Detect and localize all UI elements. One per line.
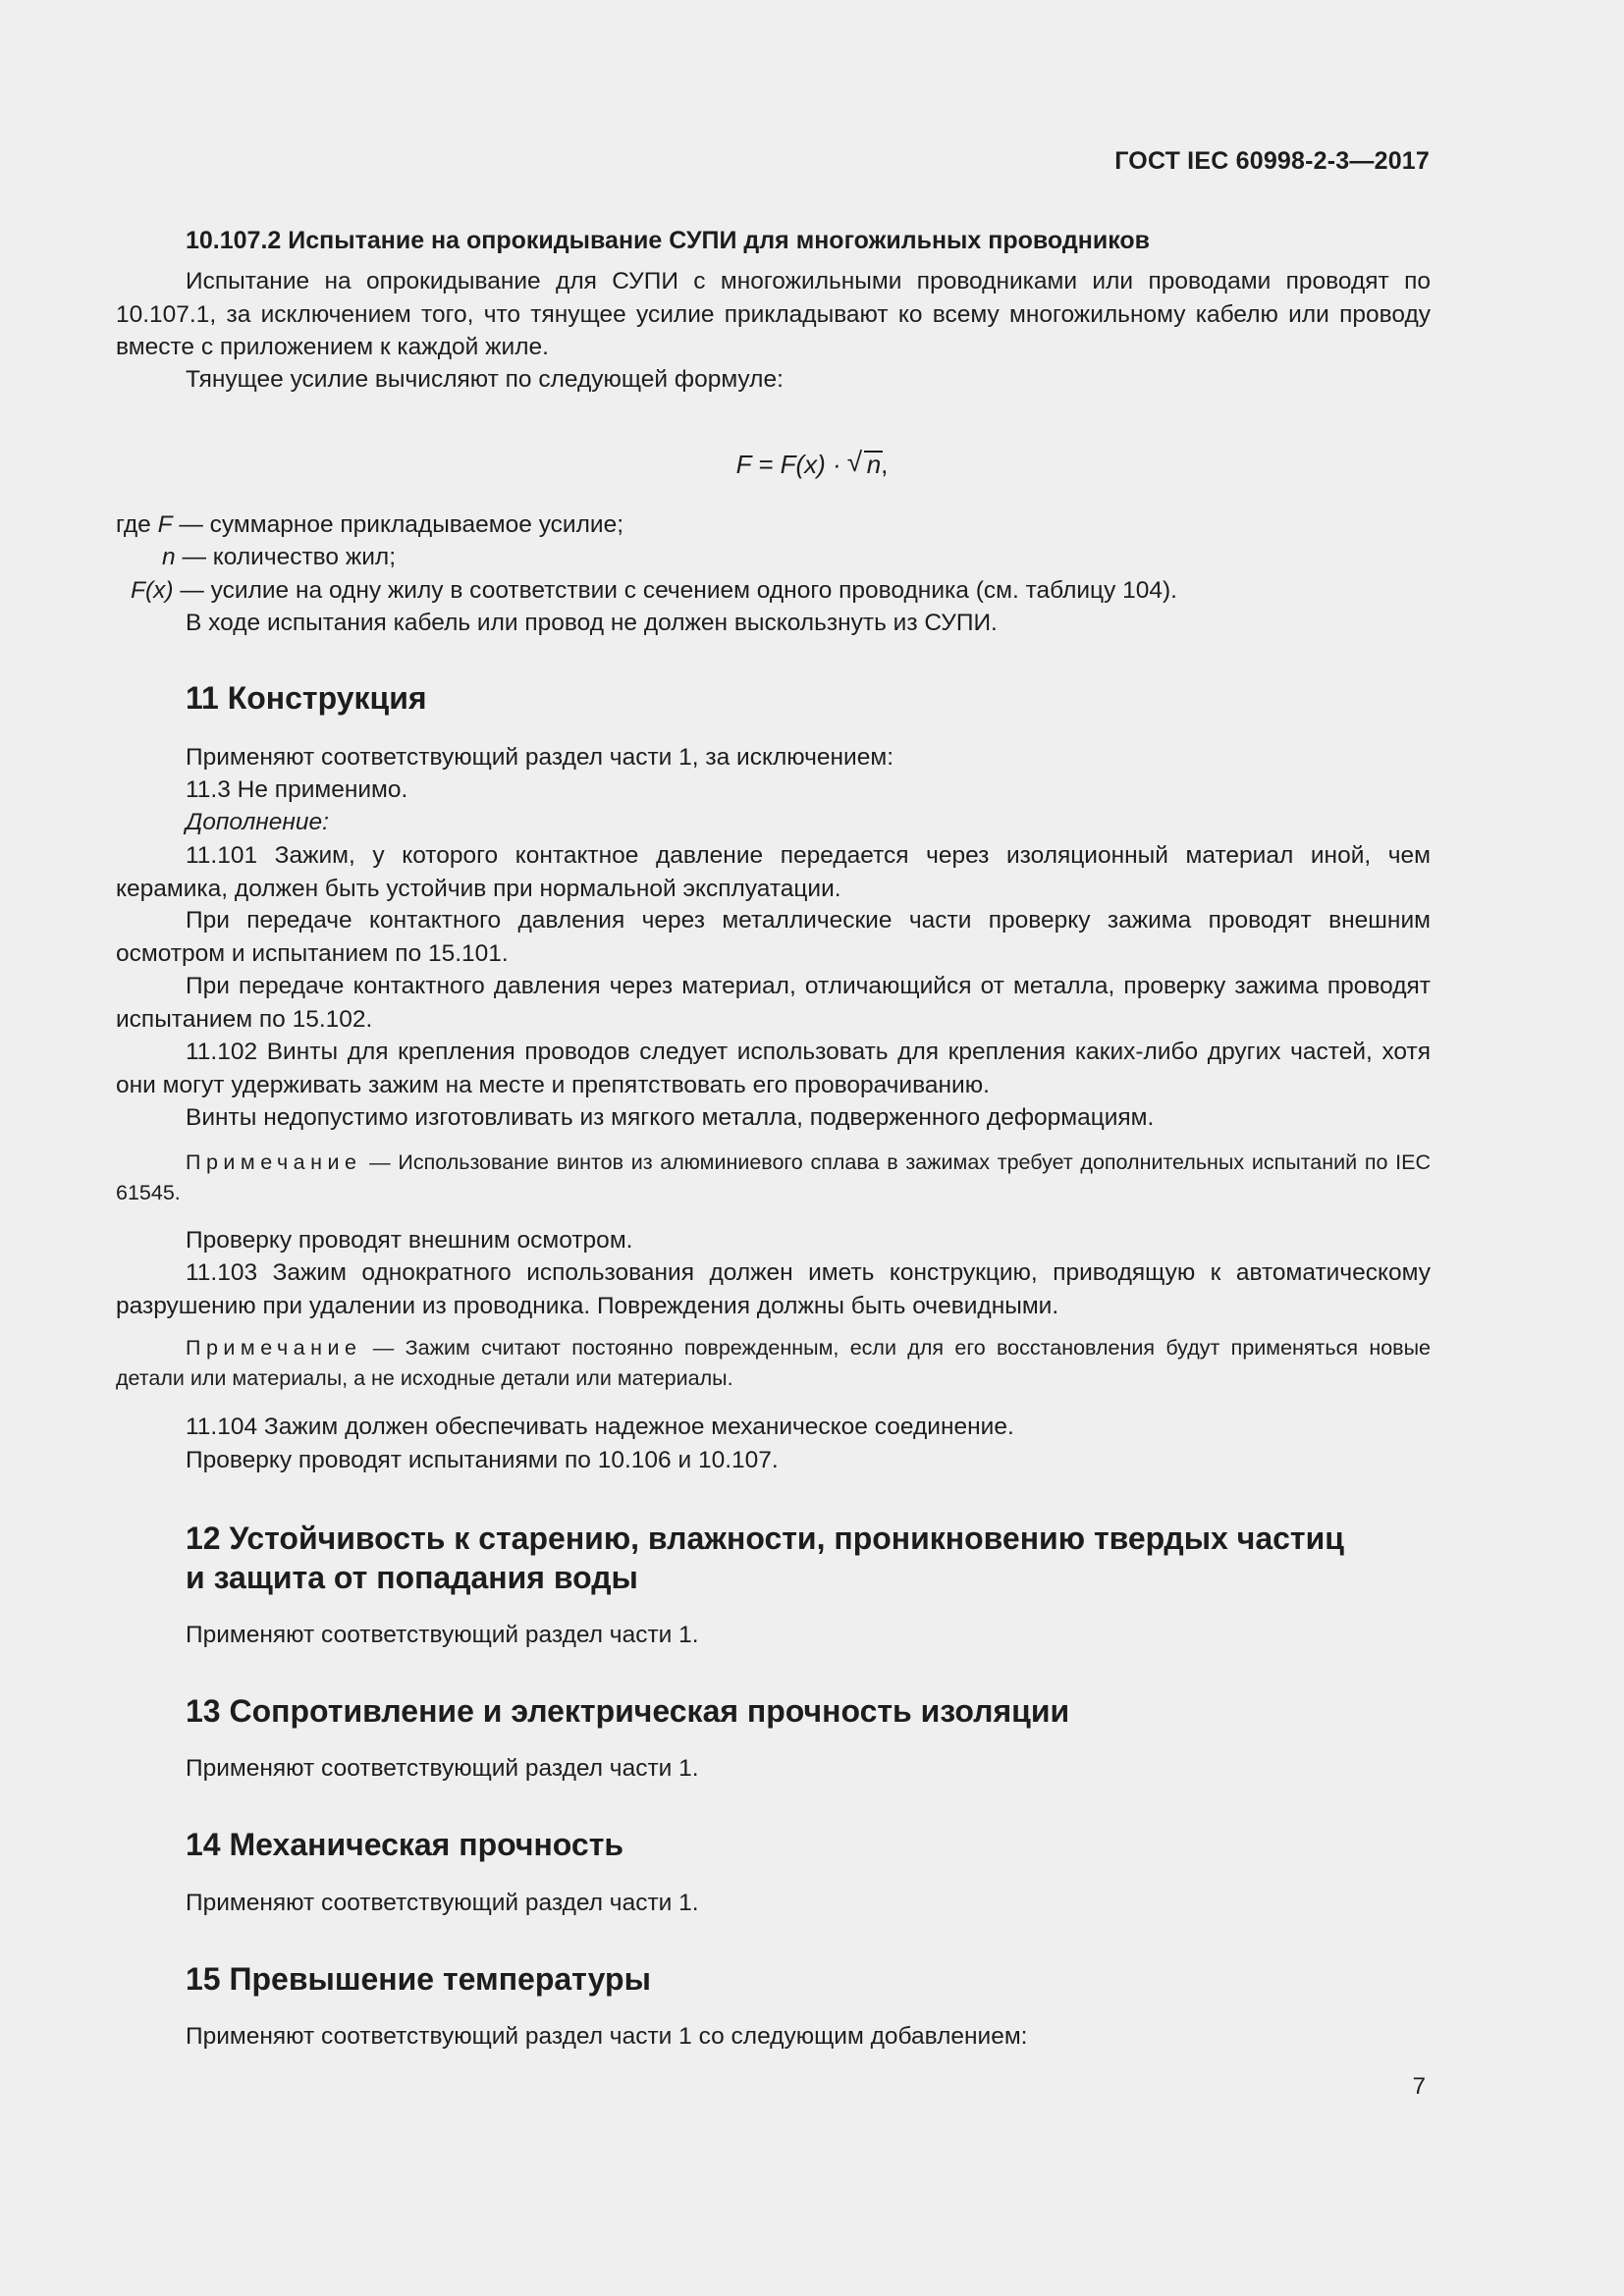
radical-bar [864,451,883,453]
paragraph: Применяют соответствующий раздел части 1 со следующим добавлением: [186,2023,1028,2050]
where-line-fx: F(x) — усилие на одну жилу в соответствии с сечением одного проводника (см. таблицу 104). [131,577,1177,604]
paragraph: При передаче контактного давления через металлические части проверку зажима проводят внешним осмотром и испытанием по 15.101. [116,907,1431,967]
paragraph: Проверку проводят испытаниями по 10.106 и 10.107. [186,1447,779,1473]
formula-radicand: n [866,450,882,479]
section-title-12-cont: и защита от попадания воды [186,1560,638,1595]
paragraph: 11.3 Не применимо. [186,776,408,803]
paragraph: При передаче контактного давления через материал, отличающийся от металла, проверку зажима проводят испытанием по 15.102. [116,973,1431,1033]
where-line-n: n — количество жил; [162,544,397,570]
note: Примечание — Использование винтов из алюминиевого сплава в зажимах требует дополнительных испытаний по IEC 61545. [116,1150,1431,1204]
section-title-13: 13 Сопротивление и электрическая прочность изоляции [186,1693,1070,1729]
paragraph: Применяют соответствующий раздел части 1, за исключением: [186,744,894,771]
standard-designation: ГОСТ IEC 60998-2-3—2017 [1114,147,1430,175]
note: Примечание — Зажим считают постоянно поврежденным, если для его восстановления будут применяться новые детали или материалы, а не исходные детали или материалы. [116,1336,1431,1390]
formula-lhs: F = F(x) · [735,450,841,479]
paragraph: Тянущее усилие вычисляют по следующей формуле: [186,366,784,393]
paragraph: 11.103 Зажим однократного использования должен иметь конструкцию, приводящую к автоматическому разрушению при удалении из проводника. Повреждения должны быть очевидными. [116,1259,1431,1319]
formula [0,447,1624,480]
page-number: 7 [1412,2073,1426,2100]
where-line-f: где F — суммарное прикладываемое усилие; [116,511,624,538]
paragraph: Применяют соответствующий раздел части 1. [186,1622,699,1648]
paragraph: Применяют соответствующий раздел части 1. [186,1890,699,1916]
section-title-11: 11 Конструкция [186,680,427,716]
paragraph: Винты недопустимо изготовливать из мягкого металла, подверженного деформациям. [186,1104,1155,1131]
paragraph: В ходе испытания кабель или провод не должен выскользнуть из СУПИ. [186,610,998,636]
paragraph: Проверку проводят внешним осмотром. [186,1227,633,1254]
square-root [846,447,882,480]
paragraph: 11.101 Зажим, у которого контактное давление передается через изоляционный материал иной, чем керамика, должен быть устойчив при нормальной эксплуатации. [116,842,1431,902]
section-title-14: 14 Механическая прочность [186,1827,624,1862]
paragraph: 11.104 Зажим должен обеспечивать надежное механическое соединение. [186,1414,1014,1440]
paragraph: Испытание на опрокидывание для СУПИ с многожильными проводниками или проводами проводят по 10.107.1, за исключением того, что тянущее усилие прикладывают ко всему многожильному кабелю или проводу вместе с приложением к каждой жиле. [116,268,1431,360]
section-title-15: 15 Превышение температуры [186,1961,651,1997]
formula-tail: , [881,450,889,479]
section-title-12: 12 Устойчивость к старению, влажности, проникновению твердых частиц [186,1521,1344,1556]
addendum-label: Дополнение: [186,809,329,835]
note-label: Примечание [186,1150,362,1174]
radical-sign: √ [846,447,863,477]
paragraph: Применяют соответствующий раздел части 1. [186,1755,699,1782]
subsection-heading-10-107-2: 10.107.2 Испытание на опрокидывание СУПИ для многожильных проводников [186,227,1151,254]
paragraph: 11.102 Винты для крепления проводов следует использовать для крепления каких-либо других частей, хотя они могут удерживать зажим на месте и препятствовать его проворачиванию. [116,1039,1431,1098]
note-label: Примечание [186,1336,362,1360]
